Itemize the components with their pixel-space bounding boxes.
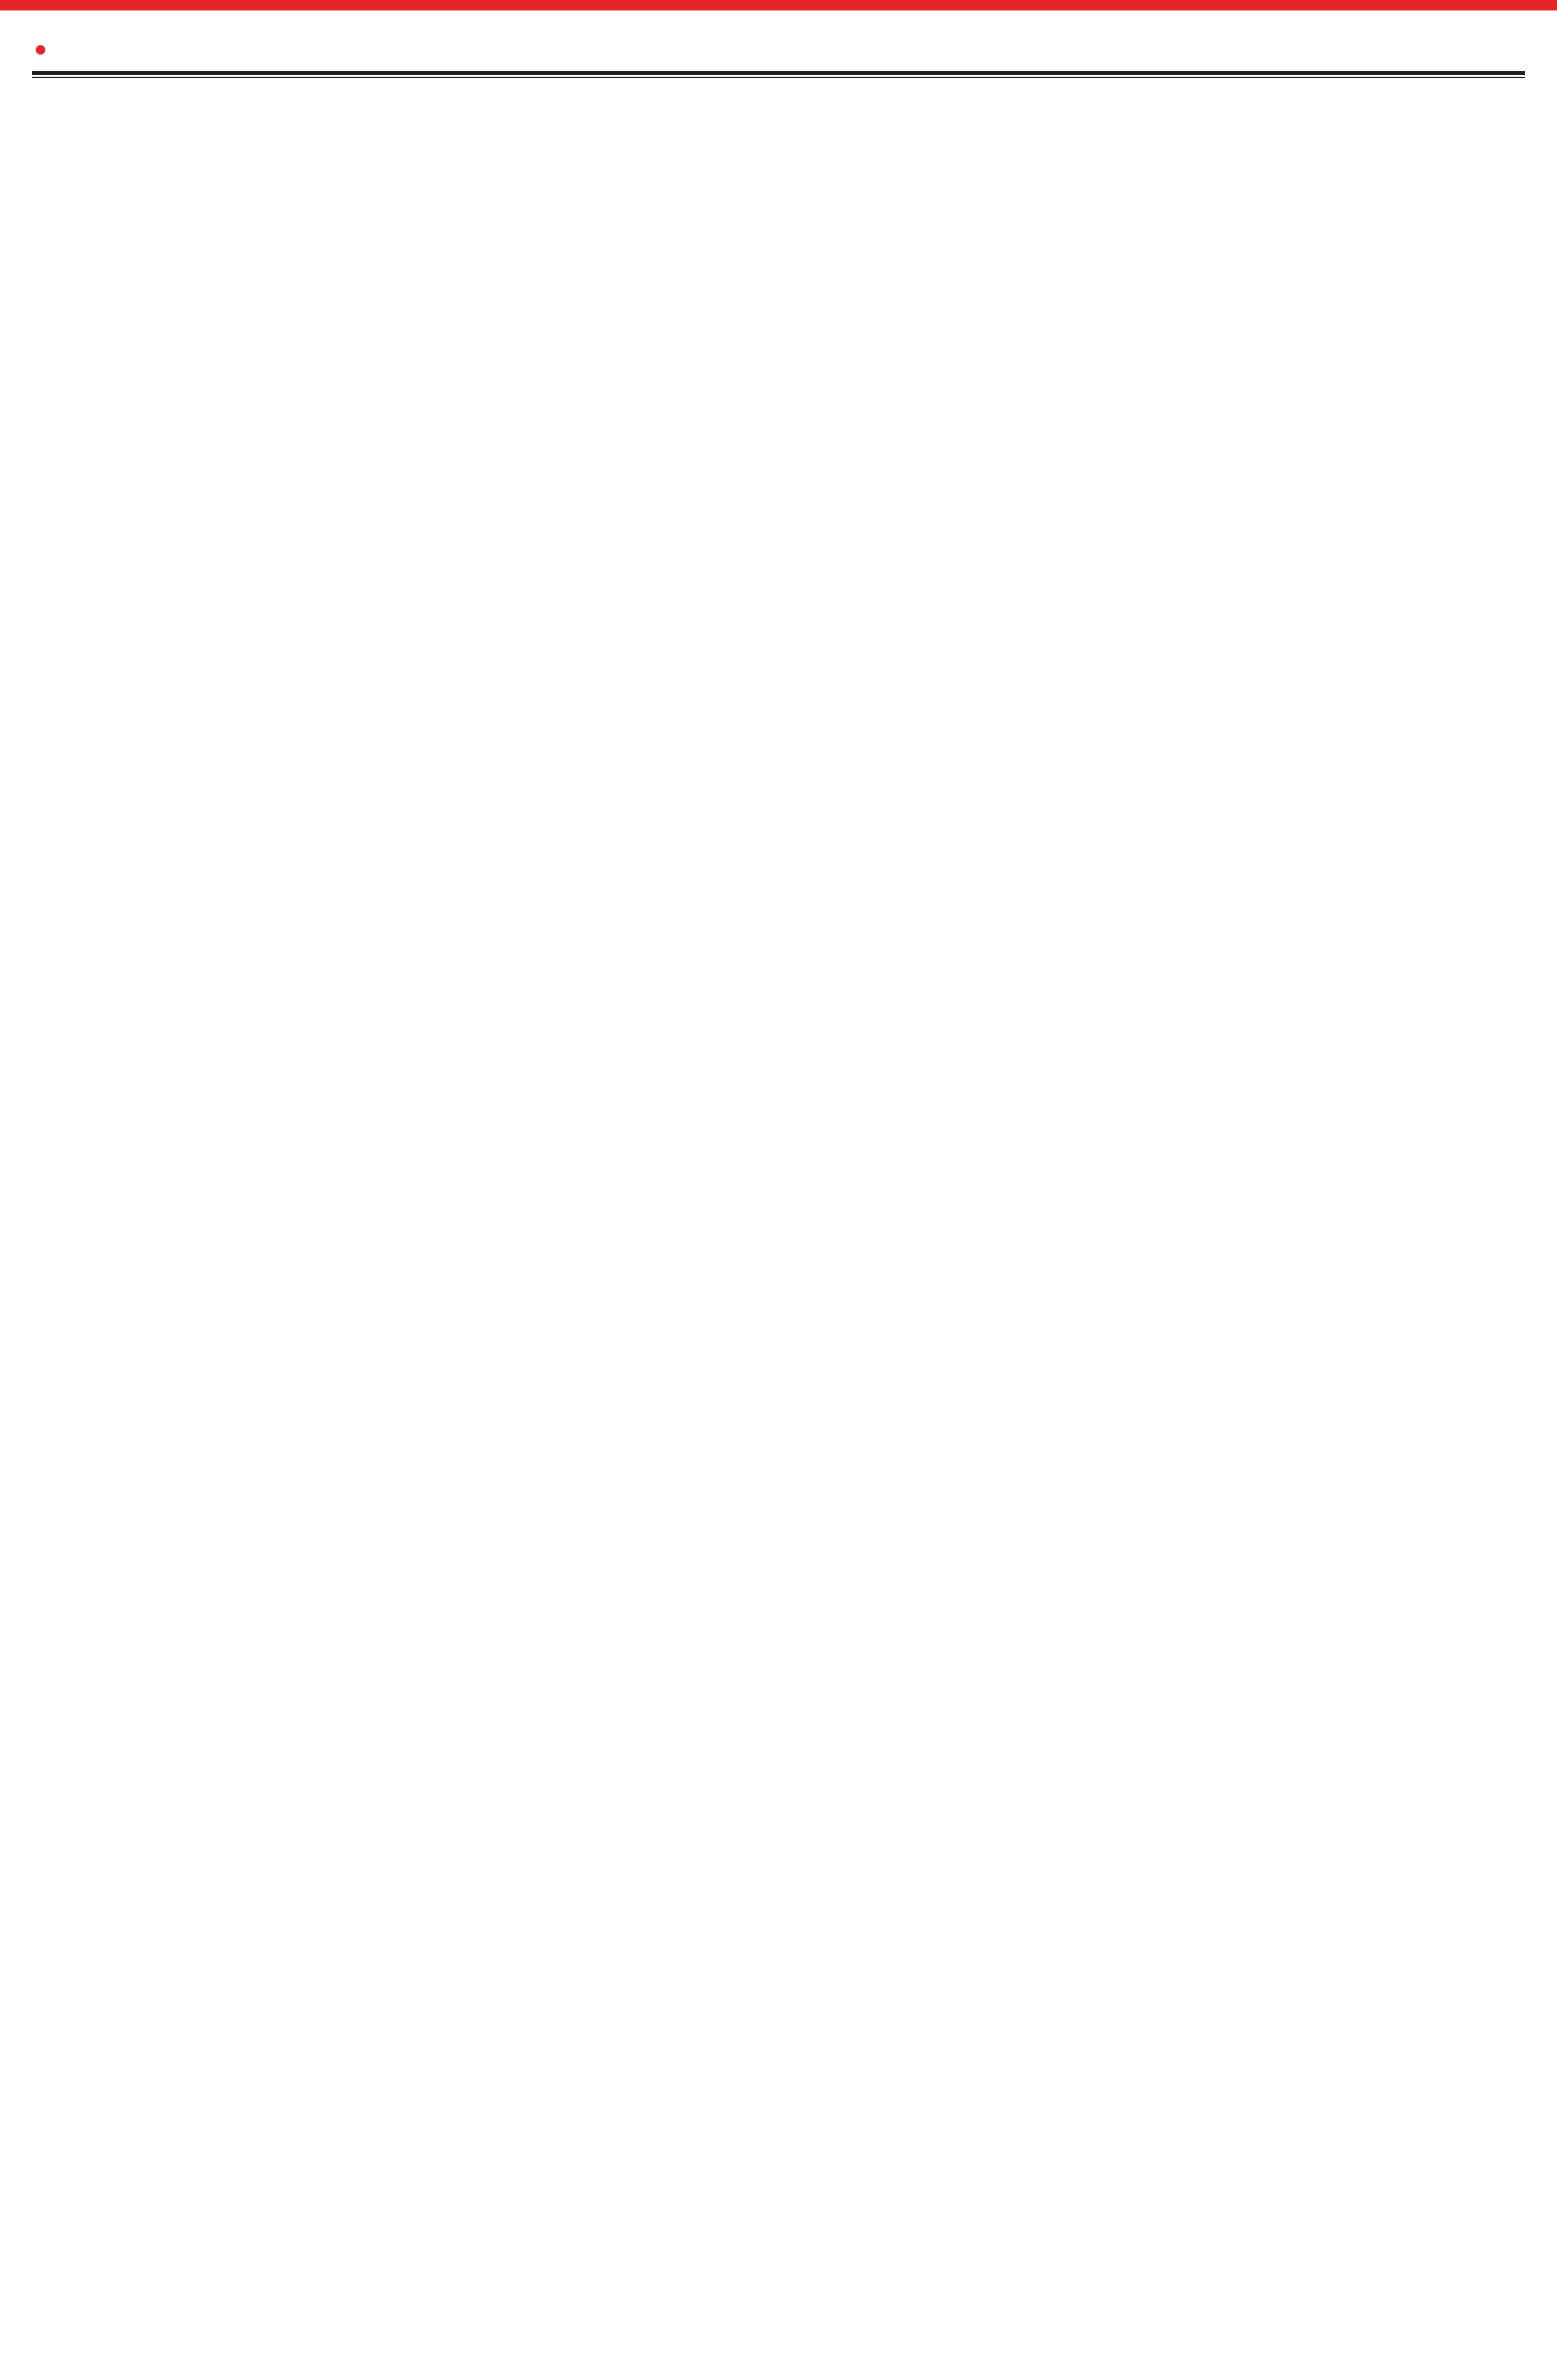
top-color-bar (0, 0, 1557, 10)
masthead-rule-thin (32, 77, 1525, 78)
print-marks (0, 2360, 1557, 2380)
newspaper-logo[interactable]: • (32, 35, 49, 66)
masthead (32, 34, 1525, 70)
masthead-rule (32, 71, 1525, 75)
